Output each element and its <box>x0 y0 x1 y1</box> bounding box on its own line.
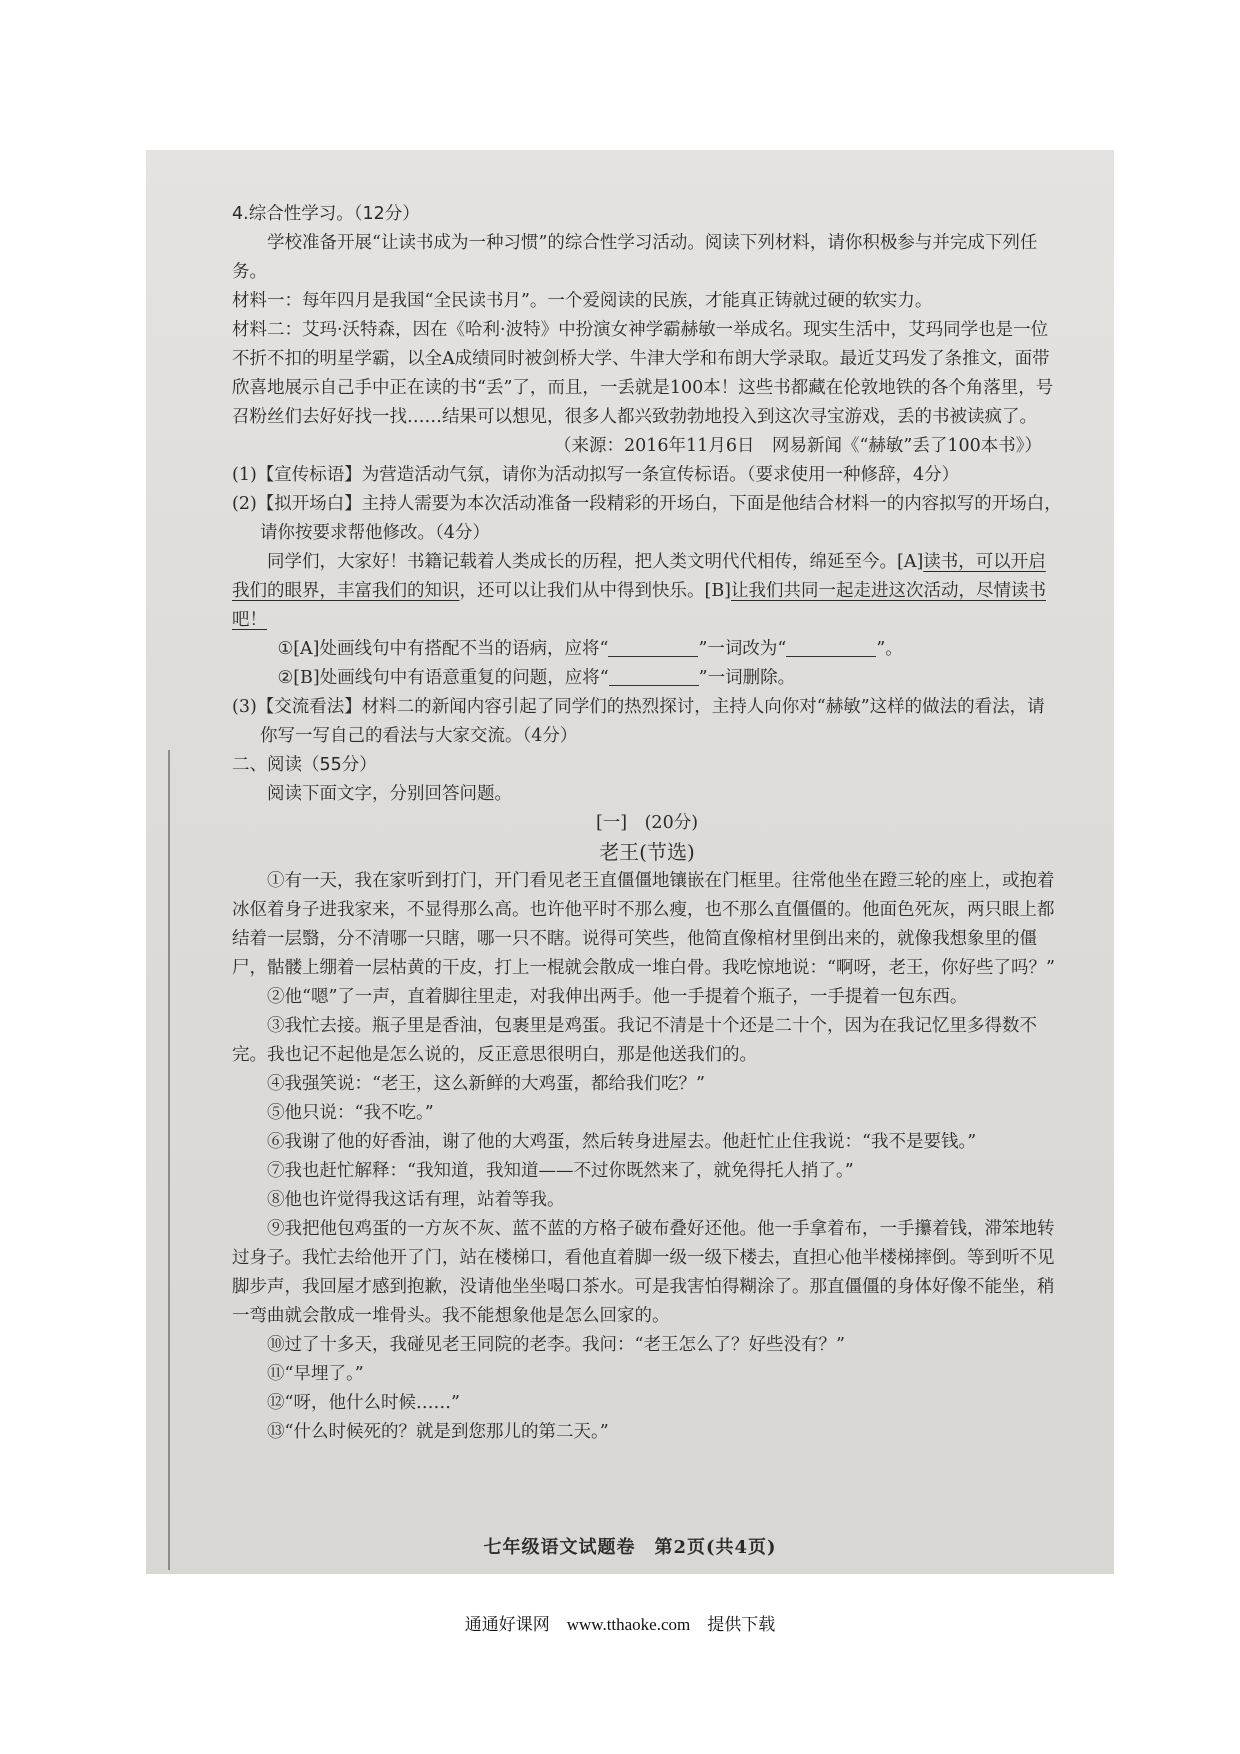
sub-question-2-end: ”一词删除。 <box>698 668 796 688</box>
opening-speech <box>232 548 1062 635</box>
question-4-title: 4.综合性学习。（12分） <box>232 204 420 224</box>
answer-blank[interactable] <box>786 639 876 658</box>
essay-paragraph: ⑬“什么时候死的？就是到您那儿的第二天。” <box>267 1422 609 1442</box>
section-2-title: 二、阅读（55分） <box>232 755 377 775</box>
reading-part-label: [一] (20分) <box>595 813 699 833</box>
task-2: (2)【拟开场白】主持人需要为本次活动准备一段精彩的开场白，下面是他结合材料一的内容拟写的开场白，请你按要求帮他修改。（4分） <box>232 494 1062 543</box>
sub-question-1-text: ①[A]处画线句中有搭配不当的语病，应将“ <box>277 639 609 659</box>
essay-paragraph: ③我忙去接。瓶子里是香油，包裹里是鸡蛋。我记不清是十个还是二十个，因为在我记忆里多得数不完。我也记不起他是怎么说的，反正意思很明白，那是他送我们的。 <box>232 1016 1037 1065</box>
essay-paragraph: ⑨我把他包鸡蛋的一方灰不灰、蓝不蓝的方格子破布叠好还他。他一手拿着布，一手攥着钱，滞笨地转过身子。我忙去给他开了门，站在楼梯口，看他直着脚一级一级下楼去，直担心他半楼梯摔倒。等到听不见脚步声，我回屋才感到抱歉，没请他坐坐喝口茶水。可是我害怕得糊涂了。那直僵僵的身体好像不能坐，稍一弯曲就会散成一堆骨头。我不能想象他是怎么回家的。 <box>232 1219 1055 1326</box>
download-credit: 通通好课网 www.tthaoke.com 提供下载 <box>464 1615 776 1634</box>
essay-paragraph: ④我强笑说：“老王，这么新鲜的大鸡蛋，都给我们吃？” <box>267 1074 705 1094</box>
essay-paragraph: ⑩过了十多天，我碰见老王同院的老李。我问：“老王怎么了？好些没有？” <box>267 1335 845 1355</box>
material-2: 材料二：艾玛·沃特森，因在《哈利·波特》中扮演女神学霸赫敏一举成名。现实生活中，艾玛同学也是一位不折不扣的明星学霸，以全A成绩同时被剑桥大学、牛津大学和布朗大学录取。最近艾玛发了条推文，面带欣喜地展示自己手中正在读的书“丢”了，而且，一丢就是100本！这些书都藏在伦敦地铁的各个角落里，号召粉丝们去好好找一找……结果可以想见，很多人都兴致勃勃地投入到这次寻宝游戏，丢的书被读疯了。 <box>232 320 1054 427</box>
exam-page-photo <box>146 150 1114 1574</box>
answer-blank[interactable] <box>608 639 698 658</box>
question-4-intro: 学校准备开展“让读书成为一种习惯”的综合性学习活动。阅读下列材料，请你积极参与并完成下列任务。 <box>232 233 1038 282</box>
essay-paragraph: ②他“嗯”了一声，直着脚往里走，对我伸出两手。他一手提着个瓶子，一手提着一包东西。 <box>267 987 968 1007</box>
exam-content <box>232 200 1062 1447</box>
essay-paragraph: ⑤他只说：“我不吃。” <box>267 1103 434 1123</box>
essay-paragraph: ⑫“呀，他什么时候……” <box>267 1393 460 1413</box>
margin-line <box>168 750 170 1570</box>
material-source: （来源：2016年11月6日 网易新闻《“赫敏”丢了100本书》） <box>554 436 1042 456</box>
essay-paragraph: ⑥我谢了他的好香油，谢了他的大鸡蛋，然后转身进屋去。他赶忙止住我说：“我不是要钱。” <box>267 1132 977 1152</box>
sub-question-1-end: ”。 <box>876 639 903 659</box>
essay-paragraph: ①有一天，我在家听到打门，开门看见老王直僵僵地镶嵌在门框里。往常他坐在蹬三轮的座上，或抱着冰伛着身子进我家来，不显得那么高。也许他平时不那么瘦，也不那么直僵僵的。他面色死灰，两只眼上都结着一层翳，分不清哪一只瞎，哪一只不瞎。说得可笑些，他简直像棺材里倒出来的，就像我想象里的僵尸，骷髅上绷着一层枯黄的干皮，打上一棍就会散成一堆白骨。我吃惊地说：“啊呀，老王，你好些了吗？” <box>232 871 1055 978</box>
sub-question-1-mid: ”一词改为“ <box>698 639 787 659</box>
sub-question-2 <box>232 664 1062 693</box>
material-1: 材料一：每年四月是我国“全民读书月”。一个爱阅读的民族，才能真正铸就过硬的软实力。 <box>232 291 933 311</box>
task-3: (3)【交流看法】材料二的新闻内容引起了同学们的热烈探讨，主持人向你对“赫敏”这样的做法的看法，请你写一写自己的看法与大家交流。（4分） <box>232 697 1045 746</box>
speech-part-a: 同学们，大家好！书籍记载着人类成长的历程，把人类文明代代相传，绵延至今。[A] <box>267 552 924 572</box>
speech-part-b: ，还可以让我们从中得到快乐。[B] <box>459 581 732 601</box>
sub-question-2-text: ②[B]处画线句中有语意重复的问题，应将“ <box>277 668 609 688</box>
section-2-intro: 阅读下面文字，分别回答问题。 <box>267 784 512 804</box>
speech-underline-b: 让我们共同一起走进这次活动，尽情读书吧！ <box>232 581 1047 630</box>
answer-blank[interactable] <box>609 668 699 687</box>
speech-underline-a: 读书，可以开启我们的眼界，丰富我们的知识 <box>232 552 1046 601</box>
task-1: (1)【宣传标语】为营造活动气氛，请你为活动拟写一条宣传标语。（要求使用一种修辞，4分） <box>232 465 960 485</box>
sub-question-1 <box>232 635 1062 664</box>
essay-paragraph: ⑦我也赶忙解释：“我知道，我知道——不过你既然来了，就免得托人捎了。” <box>267 1161 854 1181</box>
page-footer: 七年级语文试题卷 第2页(共4页) <box>483 1537 777 1558</box>
essay-title: 老王(节选) <box>599 840 695 864</box>
essay-paragraph: ⑧他也许觉得我这话有理，站着等我。 <box>267 1190 565 1210</box>
essay-paragraph: ⑪“早埋了。” <box>267 1364 364 1384</box>
